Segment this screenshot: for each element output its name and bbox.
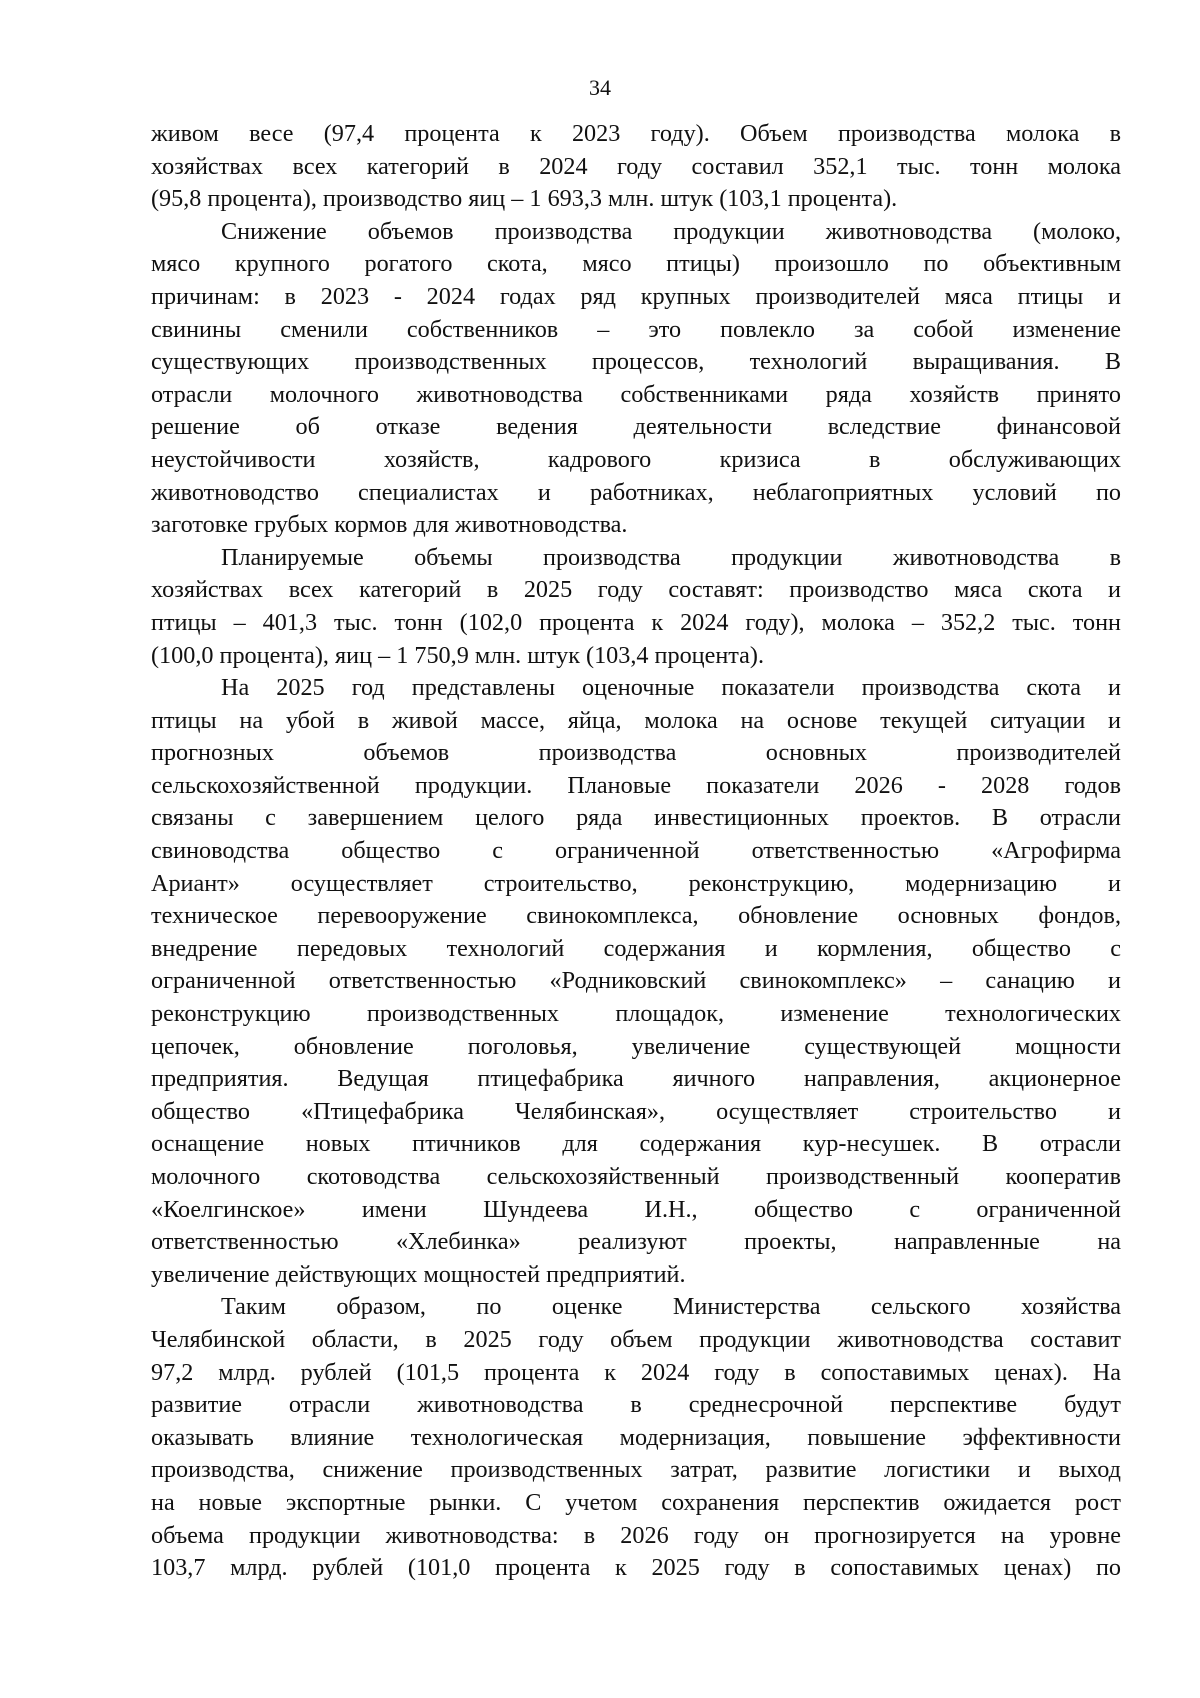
text-line: Ариант» осуществляет строительство, реконструкцию, модернизацию и bbox=[151, 869, 1121, 897]
text-line: хозяйствах всех категорий в 2024 году составил 352,1 тыс. тонн молока bbox=[151, 152, 1121, 180]
text-line: (95,8 процента), производство яиц – 1 693,3 млн. штук (103,1 процента). bbox=[151, 185, 898, 213]
text-line: причинам: в 2023 - 2024 годах ряд крупных производителей мяса птицы и bbox=[151, 282, 1121, 310]
text-line: ограниченной ответственностью «Родниковский свинокомплекс» – санацию и bbox=[151, 967, 1121, 995]
text-line: прогнозных объемов производства основных производителей bbox=[151, 739, 1121, 767]
text-line: объема продукции животноводства: в 2026 году он прогнозируется на уровне bbox=[151, 1521, 1121, 1549]
text-line: неустойчивости хозяйств, кадрового кризиса в обслуживающих bbox=[151, 445, 1121, 473]
paragraph bbox=[151, 1291, 1121, 1584]
text-line: оказывать влияние технологическая модернизация, повышение эффективности bbox=[151, 1423, 1121, 1451]
text-line: отрасли молочного животноводства собственниками ряда хозяйств принято bbox=[151, 380, 1121, 408]
page-number: 34 bbox=[589, 75, 611, 100]
text-line: техническое перевооружение свинокомплекса, обновление основных фондов, bbox=[151, 902, 1121, 930]
text-line: птицы – 401,3 тыс. тонн (102,0 процента к 2024 году), молока – 352,2 тыс. тонн bbox=[151, 608, 1121, 636]
paragraph bbox=[151, 118, 1121, 216]
text-line: оснащение новых птичников для содержания кур-несушек. В отрасли bbox=[151, 1130, 1121, 1158]
text-line: 103,7 млрд. рублей (101,0 процента к 2025 году в сопоставимых ценах) по bbox=[151, 1554, 1121, 1582]
text-line: сельскохозяйственной продукции. Плановые показатели 2026 - 2028 годов bbox=[151, 771, 1121, 799]
text-line: связаны с завершением целого ряда инвестиционных проектов. В отрасли bbox=[151, 804, 1121, 832]
text-line: общество «Птицефабрика Челябинская», осуществляет строительство и bbox=[151, 1097, 1121, 1125]
text-line: производства, снижение производственных затрат, развитие логистики и выход bbox=[151, 1456, 1121, 1484]
text-line: ответственностью «Хлебинка» реализуют проекты, направленные на bbox=[151, 1228, 1121, 1256]
text-line: (100,0 процента), яиц – 1 750,9 млн. штук (103,4 процента). bbox=[151, 641, 765, 669]
text-line: Челябинской области, в 2025 году объем продукции животноводства составит bbox=[151, 1325, 1121, 1353]
body-text bbox=[151, 118, 1121, 1585]
text-line: животноводство специалистах и работниках, неблагоприятных условий по bbox=[151, 478, 1121, 506]
text-line: птицы на убой в живой массе, яйца, молока на основе текущей ситуации и bbox=[151, 706, 1121, 734]
paragraph bbox=[151, 216, 1121, 542]
text-line: свиноводства общество с ограниченной ответственностью «Агрофирма bbox=[151, 837, 1121, 865]
text-line: на новые экспортные рынки. С учетом сохранения перспектив ожидается рост bbox=[151, 1488, 1121, 1516]
text-line: На 2025 год представлены оценочные показатели производства скота и bbox=[221, 674, 1121, 702]
text-line: предприятия. Ведущая птицефабрика яичного направления, акционерное bbox=[151, 1065, 1121, 1093]
text-line: решение об отказе ведения деятельности вследствие финансовой bbox=[151, 413, 1121, 441]
text-line: внедрение передовых технологий содержания и кормления, общество с bbox=[151, 934, 1121, 962]
paragraph bbox=[151, 542, 1121, 672]
text-line: мясо крупного рогатого скота, мясо птицы) произошло по объективным bbox=[151, 250, 1121, 278]
text-line: свинины сменили собственников – это повлекло за собой изменение bbox=[151, 315, 1121, 343]
text-line: живом весе (97,4 процента к 2023 году). Объем производства молока в bbox=[151, 120, 1121, 147]
text-line: развитие отрасли животноводства в среднесрочной перспективе будут bbox=[151, 1391, 1121, 1419]
text-line: реконструкцию производственных площадок, изменение технологических bbox=[151, 1000, 1121, 1028]
text-line: Планируемые объемы производства продукции животноводства в bbox=[221, 543, 1121, 571]
paragraph bbox=[151, 672, 1121, 1291]
text-line: хозяйствах всех категорий в 2025 году составят: производство мяса скота и bbox=[151, 576, 1121, 604]
text-line: Таким образом, по оценке Министерства сельского хозяйства bbox=[221, 1293, 1121, 1321]
text-line: 97,2 млрд. рублей (101,5 процента к 2024 году в сопоставимых ценах). На bbox=[151, 1358, 1121, 1386]
text-line: заготовке грубых кормов для животноводства. bbox=[151, 511, 628, 539]
text-line: молочного скотоводства сельскохозяйственный производственный кооператив bbox=[151, 1163, 1121, 1190]
text-line: Снижение объемов производства продукции животноводства (молоко, bbox=[221, 217, 1121, 245]
text-line: увеличение действующих мощностей предприятий. bbox=[151, 1260, 686, 1288]
text-line: «Коелгинское» имени Шундеева И.Н., общество с ограниченной bbox=[151, 1195, 1121, 1223]
text-line: существующих производственных процессов, технологий выращивания. В bbox=[151, 348, 1121, 376]
text-line: цепочек, обновление поголовья, увеличение существующей мощности bbox=[151, 1032, 1121, 1060]
